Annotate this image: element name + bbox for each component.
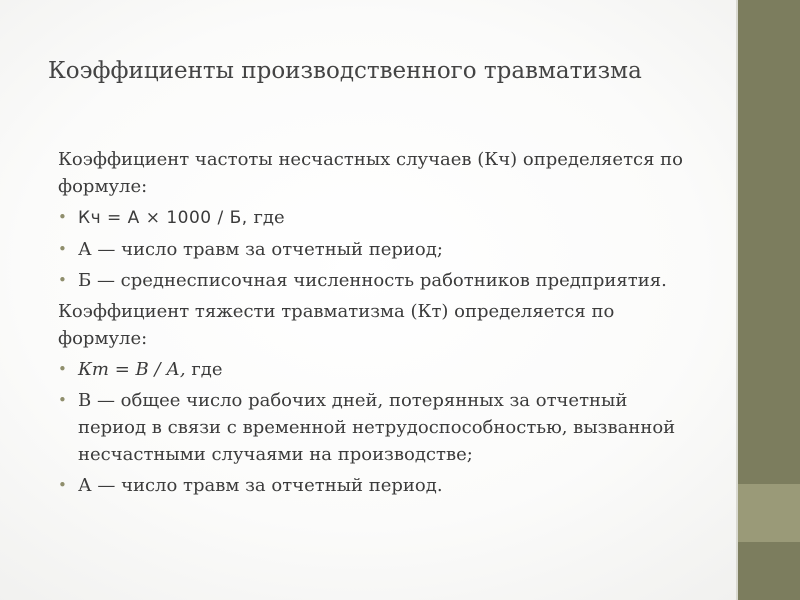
- frequency-formula: Кч = А × 1000 / Б,: [78, 208, 248, 228]
- definition-item: [58, 387, 698, 468]
- frequency-bullets: [58, 204, 698, 294]
- slide-content: [58, 146, 698, 503]
- sidebar-accent-block: [738, 484, 800, 542]
- definition-item: [58, 236, 698, 263]
- severity-formula: Кт = В / А,: [78, 359, 186, 380]
- severity-intro: Коэффициент тяжести травматизма (Кт) определяется по формуле:: [58, 301, 615, 349]
- bullet-icon: •: [58, 208, 67, 226]
- definition-item: [58, 267, 698, 294]
- severity-formula-item: [58, 356, 698, 383]
- formula-suffix: где: [185, 359, 223, 380]
- definition-item: [58, 472, 698, 499]
- formula-suffix: где: [247, 207, 285, 228]
- slide-title: Коэффициенты производственного травматизма: [48, 58, 642, 84]
- bullet-icon: •: [58, 360, 67, 378]
- definition-text: Б — среднесписочная численность работников предприятия.: [78, 270, 667, 291]
- definition-text: В — общее число рабочих дней, потерянных за отчетный период в связи с временной нетрудоспособностью, вызванной несчастными случаями на производстве;: [78, 390, 676, 465]
- bullet-icon: •: [58, 240, 67, 258]
- frequency-intro: Коэффициент частоты несчастных случаев (Кч) определяется по формуле:: [58, 149, 684, 197]
- bullet-icon: •: [58, 271, 67, 289]
- severity-bullets: [58, 356, 698, 499]
- definition-text: А — число травм за отчетный период.: [78, 475, 443, 496]
- bullet-icon: •: [58, 391, 67, 409]
- bullet-icon: •: [58, 476, 67, 494]
- definition-text: А — число травм за отчетный период;: [78, 239, 443, 260]
- frequency-formula-item: [58, 204, 698, 232]
